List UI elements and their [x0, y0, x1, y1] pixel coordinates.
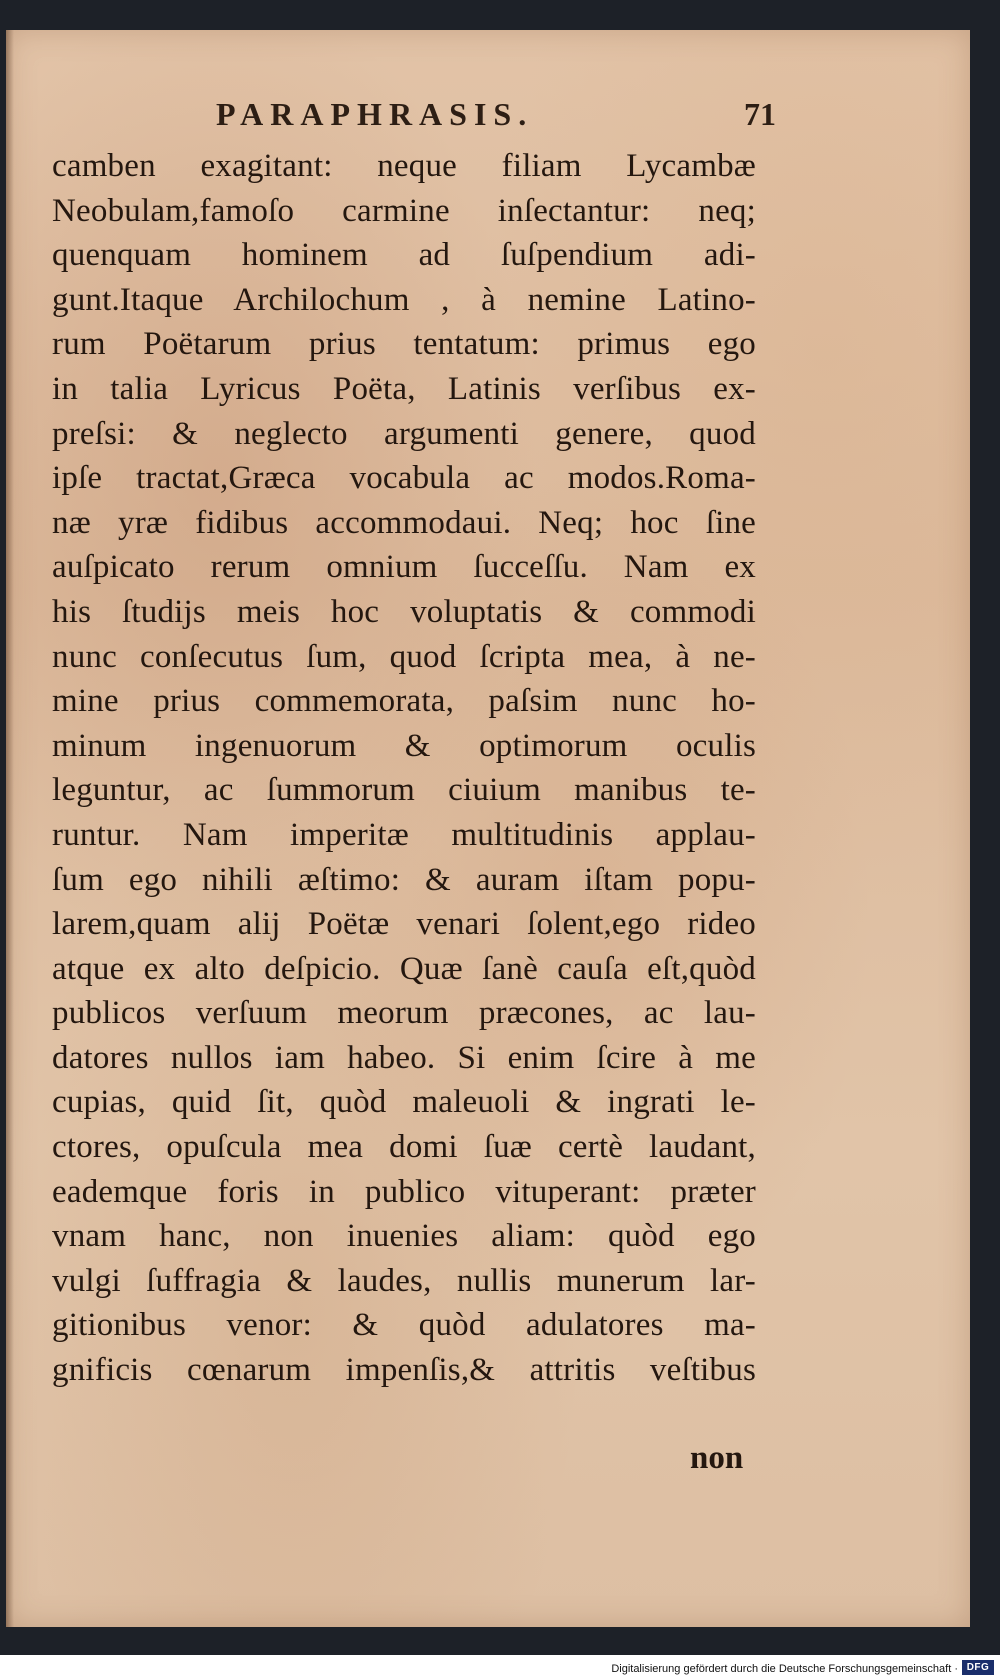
text-line: quenquam hominem ad ſuſpendium adi-: [52, 237, 756, 274]
text-line: his ſtudijs meis hoc voluptatis & commodi: [52, 593, 756, 630]
running-head: [216, 96, 776, 146]
text-line: eademque foris in publico vituperant: præter: [52, 1173, 756, 1210]
text-line: gitionibus venor: & quòd adulatores ma-: [52, 1307, 756, 1344]
text-line: vulgi ſuffragia & laudes, nullis munerum lar-: [52, 1262, 756, 1299]
text-line: gnificis cœnarum impenſis,& attritis veſtibus: [52, 1352, 756, 1389]
text-line: vnam hanc, non inuenies aliam: quòd ego: [52, 1218, 756, 1255]
page-gutter-shadow: [6, 30, 14, 1627]
text-line: atque ex alto deſpicio. Quæ ſanè cauſa eſt,quòd: [52, 950, 756, 987]
text-line: datores nullos iam habeo. Si enim ſcire à me: [52, 1039, 756, 1076]
text-line: auſpicato rerum omnium ſucceſſu. Nam ex: [52, 549, 756, 586]
text-line: nunc conſecutus ſum, quod ſcripta mea, à ne-: [52, 638, 756, 675]
text-line: larem,quam alij Poëtæ venari ſolent,ego rideo: [52, 906, 756, 943]
text-line: ſum ego nihili æſtimo: & auram iſtam popu-: [52, 861, 756, 898]
dfg-logo: DFG: [962, 1660, 994, 1675]
text-line: Neobulam,famoſo carmine inſectantur: neq;: [52, 192, 756, 229]
body-text: [52, 144, 756, 1393]
text-line: ctores, opuſcula mea domi ſuæ certè laudant,: [52, 1129, 756, 1166]
book-page: [6, 30, 970, 1627]
text-line: camben exagitant: neque filiam Lycambæ: [52, 148, 756, 184]
text-line: minum ingenuorum & optimorum oculis: [52, 727, 756, 764]
text-line: rum Poëtarum prius tentatum: primus ego: [52, 326, 756, 363]
text-line: cupias, quid ſit, quòd maleuoli & ingrati le-: [52, 1084, 756, 1121]
text-line: runtur. Nam imperitæ multitudinis applau-: [52, 816, 756, 853]
funding-credit: Digitalisierung gefördert durch die Deutsche Forschungsgemeinschaft ·: [611, 1663, 958, 1675]
text-line: mine prius commemorata, paſsim nunc ho-: [52, 683, 756, 720]
catchword: non: [690, 1440, 744, 1476]
text-line: næ yræ fidibus accommodaui. Neq; hoc ſine: [52, 504, 756, 541]
text-line: preſsi: & neglecto argumenti genere, quod: [52, 415, 756, 452]
page-number: 71: [744, 96, 776, 132]
running-head-title: PARAPHRASIS.: [216, 96, 534, 132]
text-line: leguntur, ac ſummorum ciuium manibus te-: [52, 772, 756, 809]
text-line: publicos verſuum meorum præcones, ac lau-: [52, 995, 756, 1032]
text-line: ipſe tractat,Græca vocabula ac modos.Roma-: [52, 460, 756, 497]
text-line: gunt.Itaque Archilochum , à nemine Latino-: [52, 281, 756, 318]
footer-bar: [0, 1655, 1000, 1679]
text-line: in talia Lyricus Poëta, Latinis verſibus ex-: [52, 370, 756, 407]
